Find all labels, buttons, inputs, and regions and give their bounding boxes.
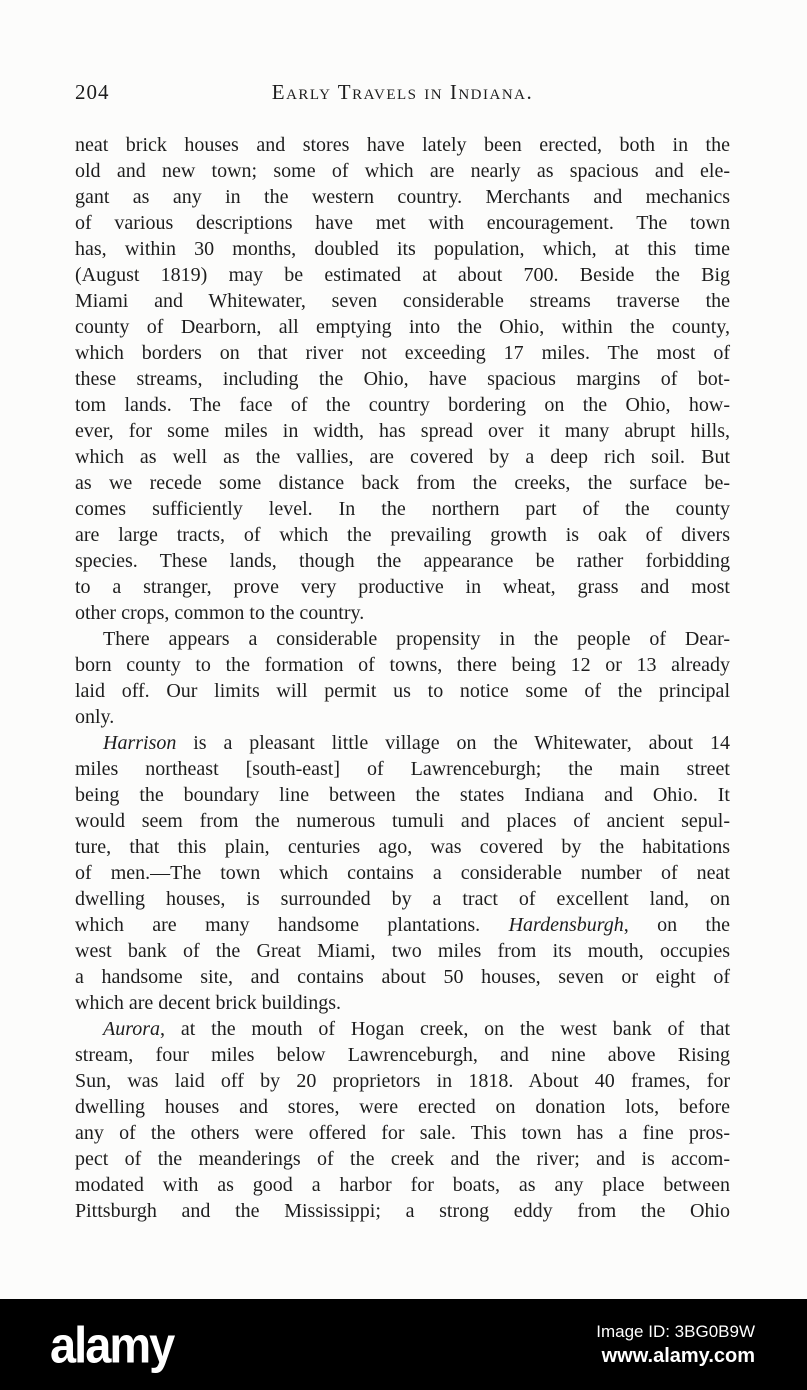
text-line: ever, for some miles in width, has spread over it many abrupt hills, [75, 420, 730, 442]
text-line: born county to the formation of towns, there being 12 or 13 already [75, 654, 730, 676]
text-line: these streams, including the Ohio, have spacious margins of bot- [75, 368, 730, 390]
text-line: west bank of the Great Miami, two miles from its mouth, occupies [75, 940, 730, 962]
town-name-harrison: Harrison [103, 732, 177, 754]
alamy-logo: alamy [50, 1315, 174, 1374]
text-segment: , on the [623, 914, 730, 936]
text-line: laid off. Our limits will permit us to notice some of the principal [75, 680, 730, 702]
text-line [75, 912, 730, 938]
text-line: only. [75, 706, 115, 728]
text-line: would seem from the numerous tumuli and places of ancient sepul- [75, 810, 730, 832]
text-line: modated with as good a harbor for boats, as any place between [75, 1174, 730, 1196]
page-number: 204 [75, 80, 110, 104]
text-line: a handsome site, and contains about 50 houses, seven or eight of [75, 966, 730, 988]
text-line: comes sufficiently level. In the northern part of the county [75, 498, 730, 520]
text-line: Pittsburgh and the Mississippi; a strong eddy from the Ohio [75, 1200, 730, 1222]
text-line: other crops, common to the country. [75, 602, 365, 624]
text-line: stream, four miles below Lawrenceburgh, and nine above Rising [75, 1044, 730, 1066]
paragraph [75, 730, 730, 1016]
text-segment: which are many handsome plantations. [75, 914, 509, 936]
page-header [75, 80, 730, 108]
watermark-meta [596, 1322, 755, 1368]
text-line: tom lands. The face of the country bordering on the Ohio, how- [75, 394, 730, 416]
text-line: which borders on that river not exceeding 17 miles. The most of [75, 342, 730, 364]
text-line: Miami and Whitewater, seven considerable streams traverse the [75, 290, 730, 312]
paragraph [75, 132, 730, 626]
running-title: Early Travels in Indiana. [271, 80, 534, 104]
text-line: dwelling houses, is surrounded by a tract of excellent land, on [75, 888, 730, 910]
text-line: which as well as the vallies, are covered by a deep rich soil. But [75, 446, 730, 468]
text-line: as we recede some distance back from the creeks, the surface be- [75, 472, 730, 494]
paragraph [75, 1016, 730, 1224]
text-line: species. These lands, though the appearance be rather forbidding [75, 550, 730, 572]
text-line [75, 1016, 730, 1042]
text-line: which are decent brick buildings. [75, 992, 342, 1014]
text-line: are large tracts, of which the prevailing growth is oak of divers [75, 524, 730, 546]
text-line: dwelling houses and stores, were erected on donation lots, before [75, 1096, 730, 1118]
text-line: (August 1819) may be estimated at about 700. Beside the Big [75, 264, 730, 286]
text-line: county of Dearborn, all emptying into the Ohio, within the county, [75, 316, 730, 338]
text-line: gant as any in the western country. Merchants and mechanics [75, 186, 730, 208]
text-line: any of the others were offered for sale. This town has a fine pros- [75, 1122, 730, 1144]
page-text [75, 132, 730, 1224]
text-line [75, 730, 730, 756]
image-id-text: Image ID: 3BG0B9W [596, 1321, 755, 1341]
text-line: to a stranger, prove very productive in wheat, grass and most [75, 576, 730, 598]
text-line: has, within 30 months, doubled its population, which, at this time [75, 238, 730, 260]
paragraph [75, 626, 730, 730]
text-line: pect of the meanderings of the creek and the river; and is accom- [75, 1148, 730, 1170]
text-line: ture, that this plain, centuries ago, was covered by the habitations [75, 836, 730, 858]
text-line: There appears a considerable propensity in the people of Dear- [103, 628, 730, 650]
town-name-hardensburgh: Hardensburgh [508, 914, 624, 936]
text-line: neat brick houses and stores have lately been erected, both in the [75, 134, 730, 156]
town-name-aurora: Aurora [103, 1018, 161, 1040]
text-line: miles northeast [south-east] of Lawrenceburgh; the main street [75, 758, 730, 780]
text-line: Sun, was laid off by 20 proprietors in 1818. About 40 frames, for [75, 1070, 730, 1092]
text-segment: , at the mouth of Hogan creek, on the west bank of that [160, 1018, 730, 1040]
text-line: of men.—The town which contains a considerable number of neat [75, 862, 730, 884]
text-line: old and new town; some of which are nearly as spacious and ele- [75, 160, 730, 182]
alamy-url-text: www.alamy.com [601, 1344, 755, 1367]
text-line: being the boundary line between the states Indiana and Ohio. It [75, 784, 730, 806]
text-segment: is a pleasant little village on the Whitewater, about 14 [176, 732, 730, 754]
text-line: of various descriptions have met with encouragement. The town [75, 212, 730, 234]
watermark-bar [0, 1299, 807, 1390]
